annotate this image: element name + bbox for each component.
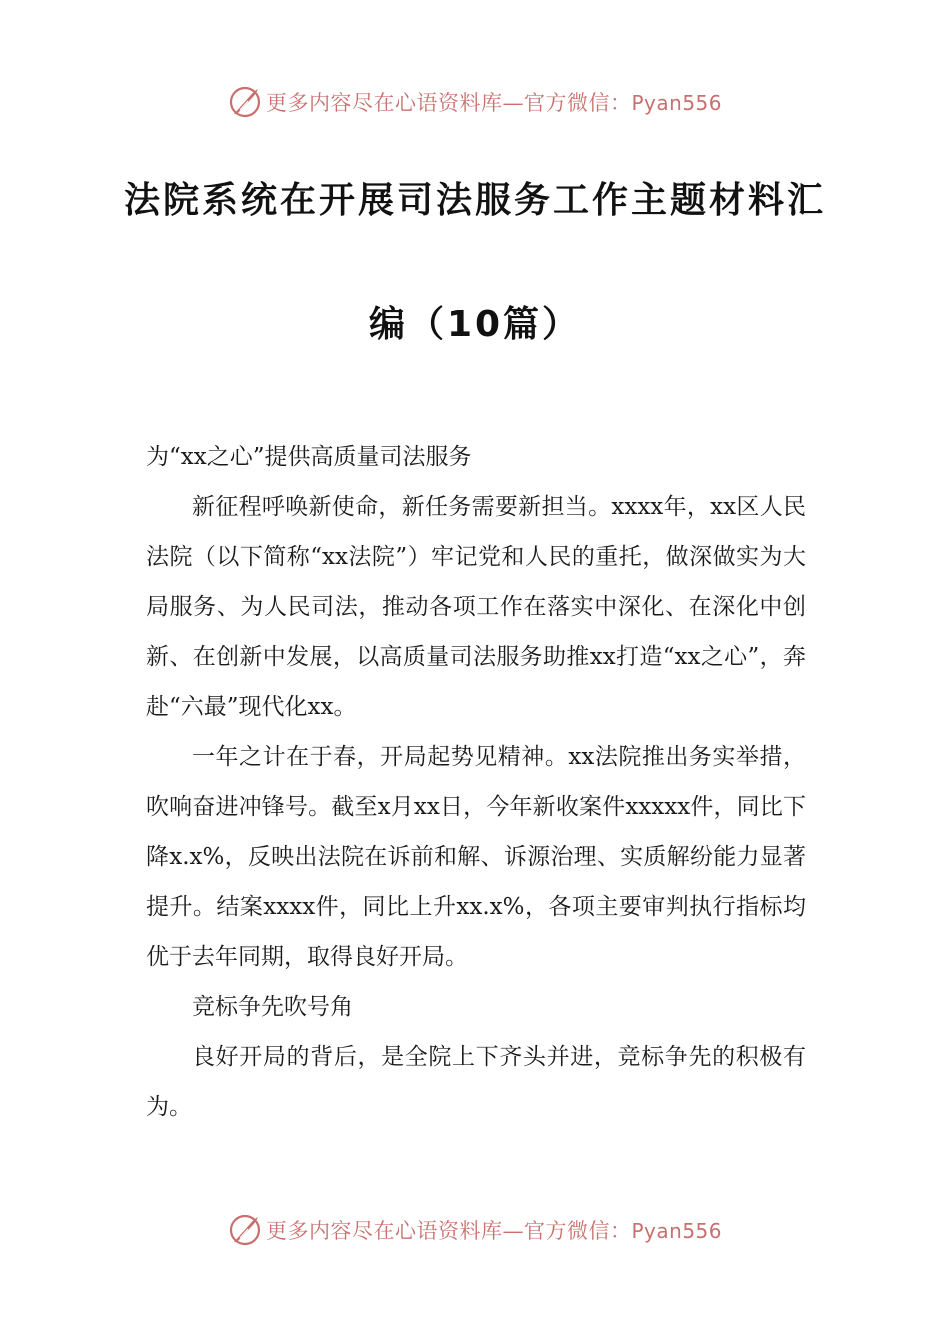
body-paragraph: 良好开局的背后，是全院上下齐头并进，竞标争先的积极有为。 (146, 1044, 806, 1120)
section-heading: 为“xx之心”提供高质量司法服务 (146, 444, 472, 470)
document-title-line-2: 编（10篇） (368, 304, 582, 345)
watermark-text: 更多内容尽在心语资料库—官方微信：Pyan556 (265, 1219, 722, 1243)
header-watermark-banner (0, 80, 950, 124)
watermark-account: Pyan556 (631, 91, 722, 115)
document-title-line-1: 法院系统在开展司法服务工作主题材料汇 (123, 180, 826, 221)
quill-logo-icon (228, 85, 262, 119)
body-paragraph: 一年之计在于春，开局起势见精神。xx法院推出务实举措，吹响奋进冲锋号。截至x月xx日，今年新收案件xxxxx件，同比下降x.x%，反映出法院在诉前和解、诉源治理、实质解纷能力显著提升。结案xxxx件，同比上升xx.x%，各项主要审判执行指标均优于去年同期，取得良好开局。 (146, 744, 806, 970)
watermark-account: Pyan556 (631, 1219, 722, 1243)
subsection-heading: 竞标争先吹号角 (192, 994, 353, 1020)
document-body (146, 432, 806, 1132)
quill-logo-icon (228, 1213, 262, 1247)
watermark-text: 更多内容尽在心语资料库—官方微信：Pyan556 (265, 91, 722, 115)
footer-watermark-banner (0, 1208, 950, 1252)
body-paragraph: 新征程呼唤新使命，新任务需要新担当。xxxx年，xx区人民法院（以下简称“xx法院”）牢记党和人民的重托，做深做实为大局服务、为人民司法，推动各项工作在落实中深化、在深化中创新、在创新中发展，以高质量司法服务助推xx打造“xx之心”，奔赴“六最”现代化xx。 (146, 494, 806, 720)
